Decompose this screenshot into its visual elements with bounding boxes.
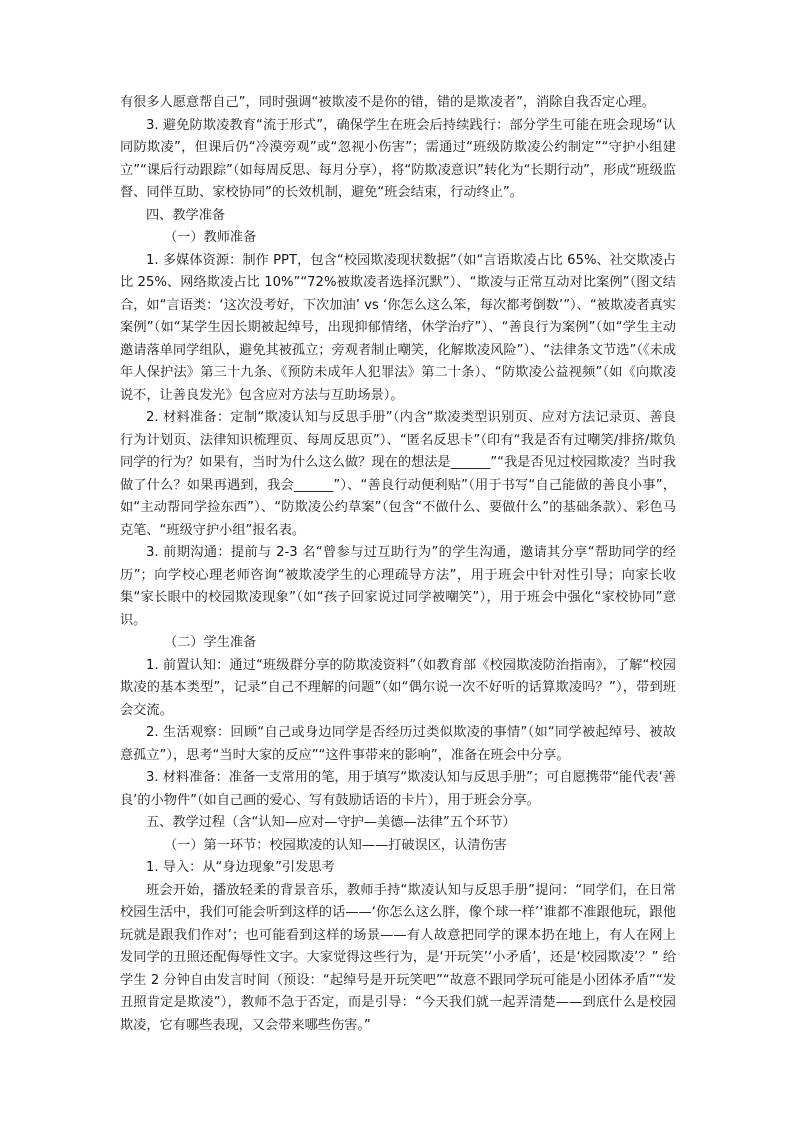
paragraph-life-observation: 2. 生活观察：回顾“自己或身边同学是否经历过类似欺凌的事情”（如“同学被起绰号、被故意孤立”），思考“当时大家的反应”“这件事带来的影响”，准备在班会中分享。	[120, 725, 676, 763]
section-heading-teaching-process: 五、教学过程（含“认知—应对—守护—美德—法律”五个环节）	[146, 815, 516, 830]
document-page	[120, 92, 676, 1037]
subheading-teacher-preparation: （一）教师准备	[164, 230, 257, 245]
paragraph-prior-communication: 3. 前期沟通：提前与 2-3 名“曾参与过互助行为”的学生沟通，邀请其分享“帮助同学的经历”；向学校心理老师咨询“被欺凌学生的心理疏导方法”，用于班会中针对性引导；向家长收集“家长眼中的校园欺凌现象”（如“孩子回家说过同学被嘲笑”），用于班会中强化“家校协同”意识。	[120, 545, 676, 628]
paragraph-student-materials: 3. 材料准备：准备一支常用的笔，用于填写“欺凌认知与反思手册”；可自愿携带“能代表‘善良’的小物件”（如自己画的爱心、写有鼓励话语的卡片），用于班会分享。	[120, 770, 676, 808]
subheading-first-stage: （一）第一环节：校园欺凌的认知——打破误区，认清伤害	[164, 837, 507, 853]
paragraph-introduction-title: 1. 导入：从“身边现象”引发思考	[146, 860, 335, 875]
subheading-student-preparation: （二）学生准备	[164, 635, 257, 650]
paragraph-avoid-formality: 3. 避免防欺凌教育“流于形式”，确保学生在班会后持续践行：部分学生可能在班会现场“认同防欺凌”，但课后仍“冷漠旁观”或“忽视小伤害”；需通过“班级防欺凌公约制定”“守护小组建立”“课后行动跟踪”（如每周反思、每月分享），将“防欺凌意识”转化为“长期行动”，形成“班级监督、同伴互助、家校协同”的长效机制，避免“班会结束，行动终止”。	[120, 117, 676, 200]
paragraph-material-preparation: 2. 材料准备：定制“欺凌认知与反思手册”（内含“欺凌类型识别页、应对方法记录页、善良行为计划页、法律知识梳理页、每周反思页”）、“匿名反思卡”（印有“我是否有过嘲笑/排挤/欺负同学的行为？如果有，当时为什么这么做？现在的想法是______”“我是否见过校园欺凌？当时我做了什么？如果再遇到，我会______”）、“善良行动便利贴”（用于书写“自己能做的善良小事”，如“主动帮同学捡东西”）、“防欺凌公约草案”（包含“不做什么、要做什么”的基础条款）、彩色马克笔、“班级守护小组”报名表。	[120, 410, 676, 538]
paragraph-multimedia-resources: 1. 多媒体资源：制作 PPT，包含“校园欺凌现状数据”（如“言语欺凌占比 65%、社交欺凌占比 25%、网络欺凌占比 10%”“72%被欺凌者选择沉默”）、“欺凌与正常互动对比案例”（图文结合，如“言语类：‘这次没考好，下次加油’ vs ‘你怎么这么笨，每次都考倒数’”）、“被欺凌者真实案例”（如“某学生因长期被起绰号，出现抑郁情绪，休学治疗”）、“善良行为案例”（如“学生主动邀请落单同学组队，避免其被孤立；旁观者制止嘲笑，化解欺凌风险”）、“法律条文节选”（《未成年人保护法》第三十九条、《预防未成年人犯罪法》第二十条）、“防欺凌公益视频”（如《向欺凌说不，让善良发光》包含应对方法与互助场景）。	[120, 252, 676, 403]
paragraph-introduction-body: 班会开始，播放轻柔的背景音乐，教师手持“欺凌认知与反思手册”提问：“同学们，在日常校园生活中，我们可能会听到这样的话——‘你怎么这么胖，像个球一样’‘谁都不准跟他玩，跟他玩就是跟我们作对’；也可能看到这样的场景——有人故意把同学的课本扔在地上，有人在网上发同学的丑照还配侮辱性文字。大家觉得这些行为，是‘开玩笑’‘小矛盾’，还是‘校园欺凌’？” 给学生 2 分钟自由发言时间（预设：“起绰号是开玩笑吧”“故意不跟同学玩可能是小团体矛盾”“发丑照肯定是欺凌”），教师不急于否定，而是引导：“今天我们就一起弄清楚——到底什么是校园欺凌，它有哪些表现，又会带来哪些伤害。”	[120, 882, 677, 1033]
paragraph-prior-knowledge: 1. 前置认知：通过“班级群分享的防欺凌资料”（如教育部《校园欺凌防治指南》，了解“校园欺凌的基本类型”，记录“自己不理解的问题”（如“偶尔说一次不好听的话算欺凌吗？”），带到班会交流。	[120, 657, 676, 718]
section-heading-teaching-preparation: 四、教学准备	[146, 207, 226, 223]
paragraph-continuation: 有很多人愿意帮自己”，同时强调“被欺凌不是你的错，错的是欺凌者”，消除自我否定心理。	[120, 95, 655, 110]
